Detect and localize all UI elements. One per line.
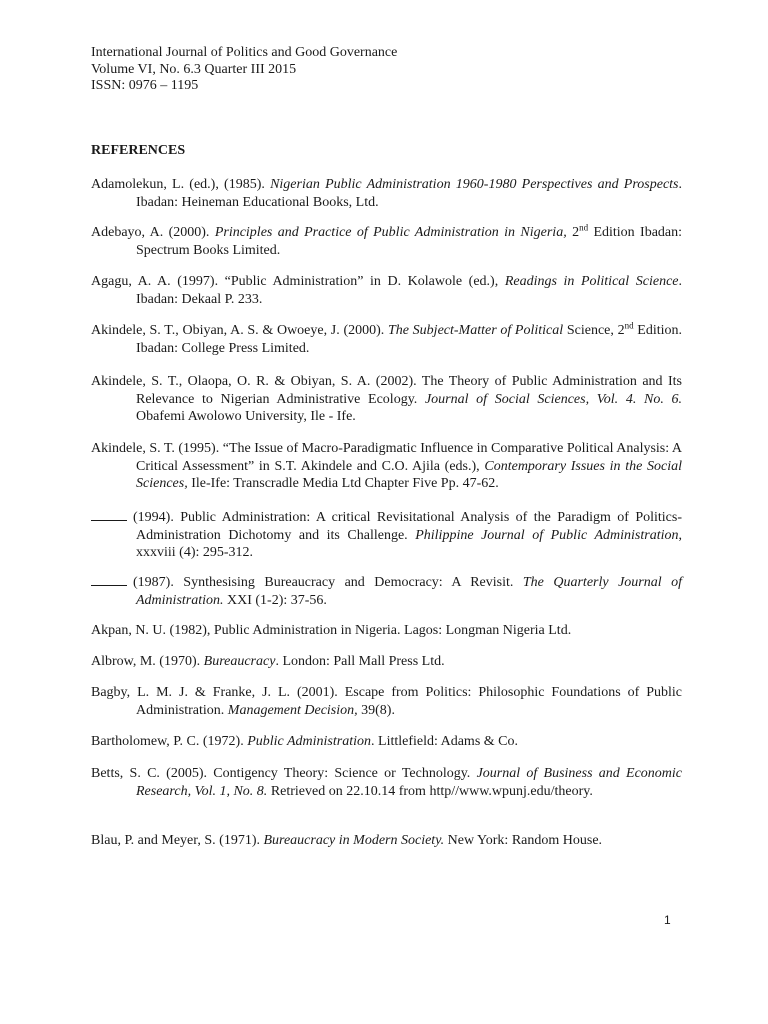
journal-name: International Journal of Politics and Good Governance bbox=[91, 45, 398, 60]
reference-item: Adebayo, A. (2000). Principles and Practice of Public Administration in Nigeria, 2nd Edition Ibadan: Spectrum Books Limited. bbox=[91, 222, 683, 258]
reference-item: Bartholomew, P. C. (1972). Public Administration. Littlefield: Adams & Co. bbox=[91, 734, 519, 749]
reference-item: Betts, S. C. (2005). Contigency Theory: Science or Technology. Journal of Business and Economic Research, Vol. 1, No. 8. Retrieved on 22.10.14 from http//www.wpunj.edu/theory. bbox=[91, 766, 683, 799]
reference-item: Akpan, N. U. (1982), Public Administration in Nigeria. Lagos: Longman Nigeria Ltd. bbox=[91, 623, 572, 638]
running-header bbox=[91, 45, 397, 95]
reference-item: Albrow, M. (1970). Bureaucracy. London: Pall Mall Press Ltd. bbox=[91, 654, 445, 669]
volume-info: Volume VI, No. 6.3 Quarter III 2015 bbox=[91, 61, 297, 77]
reference-item: Bagby, L. M. J. & Franke, J. L. (2001). Escape from Politics: Philosophic Foundations of Public Administration. Management Decision, 39(8). bbox=[91, 685, 682, 718]
page-number: 1 bbox=[664, 913, 671, 927]
reference-item: Akindele, S. T. (1995). “The Issue of Macro-Paradigmatic Influence in Comparative Political Analysis: A Critical Assessment” in S.T. Akindele and C.O. Ajila (eds.), Contemporary Issues in the Social Sciences, Ile-Ife: Transcradle Media Ltd Chapter Five Pp. 47-62. bbox=[91, 441, 683, 491]
reference-item: Akindele, S. T., Obiyan, A. S. & Owoeye, J. (2000). The Subject-Matter of Political Science, 2nd Edition. Ibadan: College Press Limited. bbox=[91, 320, 683, 356]
reference-item: Akindele, S. T., Olaopa, O. R. & Obiyan, S. A. (2002). The Theory of Public Administration and Its Relevance to Nigerian Administrative Ecology. Journal of Social Sciences, Vol. 4. No. 6. Obafemi Awolowo University, Ile - Ife. bbox=[91, 374, 682, 424]
section-title: REFERENCES bbox=[91, 143, 186, 158]
reference-item: (1987). Synthesising Bureaucracy and Democracy: A Revisit. The Quarterly Journal of Administration. XXI (1-2): 37-56. bbox=[91, 573, 682, 609]
reference-item: Agagu, A. A. (1997). “Public Administration” in D. Kolawole (ed.), Readings in Political Science. Ibadan: Dekaal P. 233. bbox=[91, 274, 683, 307]
reference-item: Adamolekun, L. (ed.), (1985). Nigerian Public Administration 1960-1980 Perspectives and Prospects. Ibadan: Heineman Educational Books, Ltd. bbox=[91, 177, 683, 210]
reference-item: Blau, P. and Meyer, S. (1971). Bureaucracy in Modern Society. New York: Random House. bbox=[91, 833, 603, 848]
ditto-rule bbox=[91, 508, 127, 521]
issn: ISSN: 0976 – 1195 bbox=[91, 78, 199, 93]
reference-item: (1994). Public Administration: A critical Revisitational Analysis of the Paradigm of Politics-Administration Dichotomy and its Challenge. Philippine Journal of Public Administration, xxxviii (4): 295-312. bbox=[91, 508, 682, 562]
ditto-rule bbox=[91, 573, 127, 586]
